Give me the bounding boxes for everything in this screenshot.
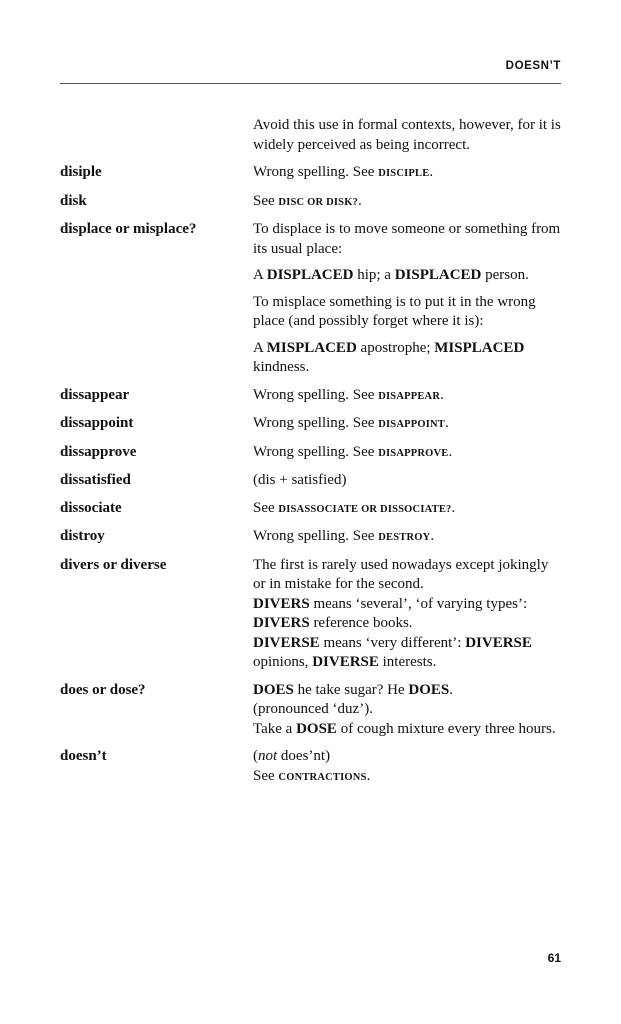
example-text: opinions, [253,654,313,670]
example-keyword: DOSE [296,720,337,737]
def-text: To displace is to move someone or something from its usual place: [253,221,561,257]
entry-doesnt [60,747,562,787]
example [253,266,562,286]
cross-reference: DISAPPROVE [378,447,449,459]
example-keyword: DIVERSE [465,634,532,651]
entry-term: divers or diverse [60,556,167,573]
entry-term: does or dose? [60,681,146,698]
entry-does-or-dose [60,681,562,740]
def-text: . [430,528,435,544]
example [253,720,562,740]
entry-definition [253,116,562,155]
example-text: means ‘very different’: [319,634,466,651]
entry-disiple [60,163,562,184]
entry-term: displace or misplace? [60,221,197,237]
def-text: (dis + satisfied) [253,472,347,488]
example [253,681,562,701]
def-text: Wrong spelling. See [253,528,379,544]
entry-distroy [60,527,562,548]
entry-definition [253,414,562,435]
example-text: means ‘several’, ‘of varying types’: [309,595,528,612]
entry-continuation [60,116,562,155]
def-text: To misplace something is to put it in the wrong place (and possibly forget where it is): [253,293,536,329]
cross-reference: DISAPPOINT [378,419,445,430]
example-text: A [253,339,267,356]
example-text: . [449,681,453,698]
example-keyword: MISPLACED [266,339,357,356]
entry-definition [253,386,562,407]
example [253,339,562,378]
header-rule [60,83,561,84]
def-text: See [253,192,279,209]
entry-definition [253,471,562,491]
running-head: DOESN’T [505,60,561,72]
def-text: . [444,415,449,431]
entry-definition [253,163,562,184]
entry-definition [253,527,562,548]
example [253,634,562,673]
entry-displace-or-misplace [60,220,562,378]
entry-definition [253,443,562,464]
cross-reference: DISCIPLE [378,168,430,179]
def-text: See [253,499,279,516]
def-text: does’nt) [277,748,331,764]
def-text: (pronounced ‘duz’). [253,701,373,717]
entry-dissatisfied [60,471,562,491]
entry-term [60,116,253,155]
entry-dissapprove [60,443,562,464]
example-text: of cough mixture every three hours. [336,720,556,737]
entry-term: dissapprove [60,443,137,460]
example-text: interests. [378,654,437,670]
def-text: ( [253,748,258,764]
page-number: 61 [547,951,561,965]
def-text: The first is rarely used nowadays except jokingly or in mistake for the second. [253,556,549,592]
emphasis-text: not [258,748,278,764]
entry-term: disk [60,192,87,209]
entry-dissappoint [60,414,562,435]
def-text: Wrong spelling. See [253,386,379,403]
def-text: . [358,192,362,209]
example-keyword: DISPLACED [266,267,354,283]
cross-reference: DISC OR DISK? [278,196,359,208]
def-text: . [440,386,444,403]
def-text: . [429,164,434,180]
example-text: apostrophe; [356,339,435,356]
entry-disk [60,192,562,213]
example-keyword: DISPLACED [394,267,482,283]
cross-reference: DESTROY [378,532,431,543]
entry-definition [253,192,562,213]
example-text: reference books. [309,615,413,631]
example-keyword: DIVERS [253,615,310,631]
example-text: kindness. [253,359,310,375]
entry-term: doesn’t [60,748,107,764]
cross-reference: DISAPPEAR [378,390,441,402]
def-text [253,747,562,767]
def-text: . [448,443,453,460]
example-text: A [253,267,267,283]
example-keyword: DOES [408,681,450,698]
example-keyword: DIVERSE [312,654,379,670]
def-text: Avoid this use in formal contexts, however, for it is widely perceived as being incorrect. [253,117,561,153]
def-text: . [366,767,371,784]
entry-term: distroy [60,528,105,544]
example-text: he take sugar? He [293,681,409,698]
cross-reference: CONTRACTIONS [278,771,367,783]
entry-dissociate [60,499,562,520]
entry-dissappear [60,386,562,407]
def-text: Wrong spelling. See [253,164,379,180]
entry-definition [253,220,562,378]
example [253,595,562,634]
entry-term: dissappoint [60,415,134,431]
entry-term: disiple [60,164,102,180]
dictionary-entries [60,116,562,795]
entry-definition [253,681,562,740]
entry-definition [253,556,562,673]
example-text: person. [481,267,529,283]
def-text: Wrong spelling. See [253,415,379,431]
def-text: Wrong spelling. See [253,443,379,460]
example-keyword: MISPLACED [434,339,525,356]
entry-term: dissatisfied [60,472,131,488]
example-text: hip; a [353,267,395,283]
entry-divers-or-diverse [60,556,562,673]
entry-term: dissociate [60,499,122,516]
entry-definition [253,747,562,787]
example-keyword: DIVERSE [253,634,320,651]
entry-term: dissappear [60,386,130,403]
entry-definition [253,499,562,520]
cross-reference: DISASSOCIATE OR DISSOCIATE? [278,503,452,515]
def-text: . [451,499,456,516]
example-text: Take a [253,720,297,737]
def-text: See [253,767,279,784]
example-keyword: DOES [253,681,294,698]
example-keyword: DIVERS [253,595,310,612]
